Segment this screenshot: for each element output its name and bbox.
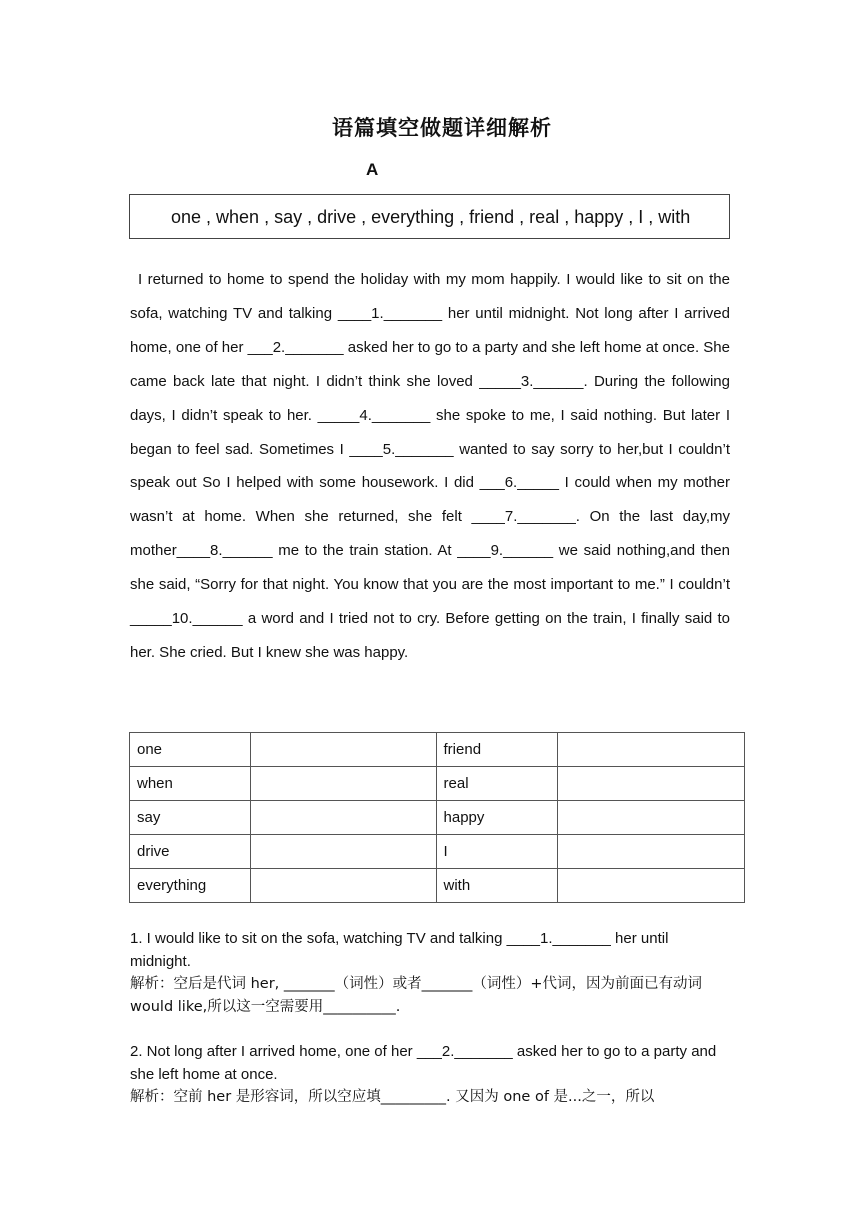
table-cell-word: drive <box>130 835 251 869</box>
table-cell-word: friend <box>436 733 558 767</box>
page-title: 语篇填空做题详细解析 <box>332 116 552 140</box>
table-cell-answer <box>558 801 745 835</box>
table-cell-word: happy <box>436 801 558 835</box>
table-cell-answer <box>558 869 745 903</box>
table-cell-word: I <box>436 835 558 869</box>
table-cell-word: with <box>436 869 558 903</box>
table-row <box>130 869 745 903</box>
table-row <box>130 801 745 835</box>
table-cell-answer <box>250 801 436 835</box>
table-cell-word: real <box>436 767 558 801</box>
question-sentence: 2. Not long after I arrived home, one of her ___2._______ asked her to go to a party and she left home at once. <box>130 1043 717 1083</box>
passage-text: I returned to home to spend the holiday with my mom happily. I would like to sit on the sofa, watching TV and talking ____1._______ her until midnight. Not long after I arrived home, one of her ___2._______ asked her to go to a party and she left home at once. She came back late that night. I didn’t think she loved _____3.______. During the following days, I didn’t speak to her. _____4._______ she spoke to me, I said nothing. But later I began to feel sad. Sometimes I ____5._______ wanted to say sorry to her,but I couldn’t speak out So I helped with some housework. I did ___6._____ I could when my mother wasn’t at home. When she returned, she felt ____7._______. On the last day,my mother____8.______ me to the train station. At ____9.______ we said nothing,and then she said, “Sorry for that night. You know that you are the most important to me.” I couldn’t _____10.______ a word and I tried not to cry. Before getting on the train, I finally said to her. She cried. But I knew she was happy. <box>130 271 730 661</box>
question-2 <box>130 1041 730 1109</box>
question-1 <box>130 928 730 1018</box>
section-label: A <box>366 160 379 179</box>
question-analysis: 解析：空后是代词 her, _______（词性）或者_______（词性）+代词，因为前面已有动词 would like,所以这一空需要用__________. <box>130 976 703 1015</box>
table-cell-answer <box>250 835 436 869</box>
table-row <box>130 733 745 767</box>
table-cell-word: one <box>130 733 251 767</box>
table-cell-answer <box>558 767 745 801</box>
table-cell-word: when <box>130 767 251 801</box>
table-cell-answer <box>250 869 436 903</box>
table-cell-answer <box>558 733 745 767</box>
table-cell-word: say <box>130 801 251 835</box>
word-bank-box: one , when , say , drive , everything , friend , real , happy , I , with <box>129 194 730 239</box>
question-analysis: 解析：空前 her 是形容词，所以空应填_________. 又因为 one of 是...之一，所以 <box>130 1089 655 1105</box>
table-cell-answer <box>250 733 436 767</box>
answer-table <box>129 732 745 903</box>
table-cell-word: everything <box>130 869 251 903</box>
question-sentence: 1. I would like to sit on the sofa, watching TV and talking ____1._______ her until midnight. <box>130 930 669 970</box>
table-cell-answer <box>250 767 436 801</box>
table-row <box>130 835 745 869</box>
table-cell-answer <box>558 835 745 869</box>
table-row <box>130 767 745 801</box>
